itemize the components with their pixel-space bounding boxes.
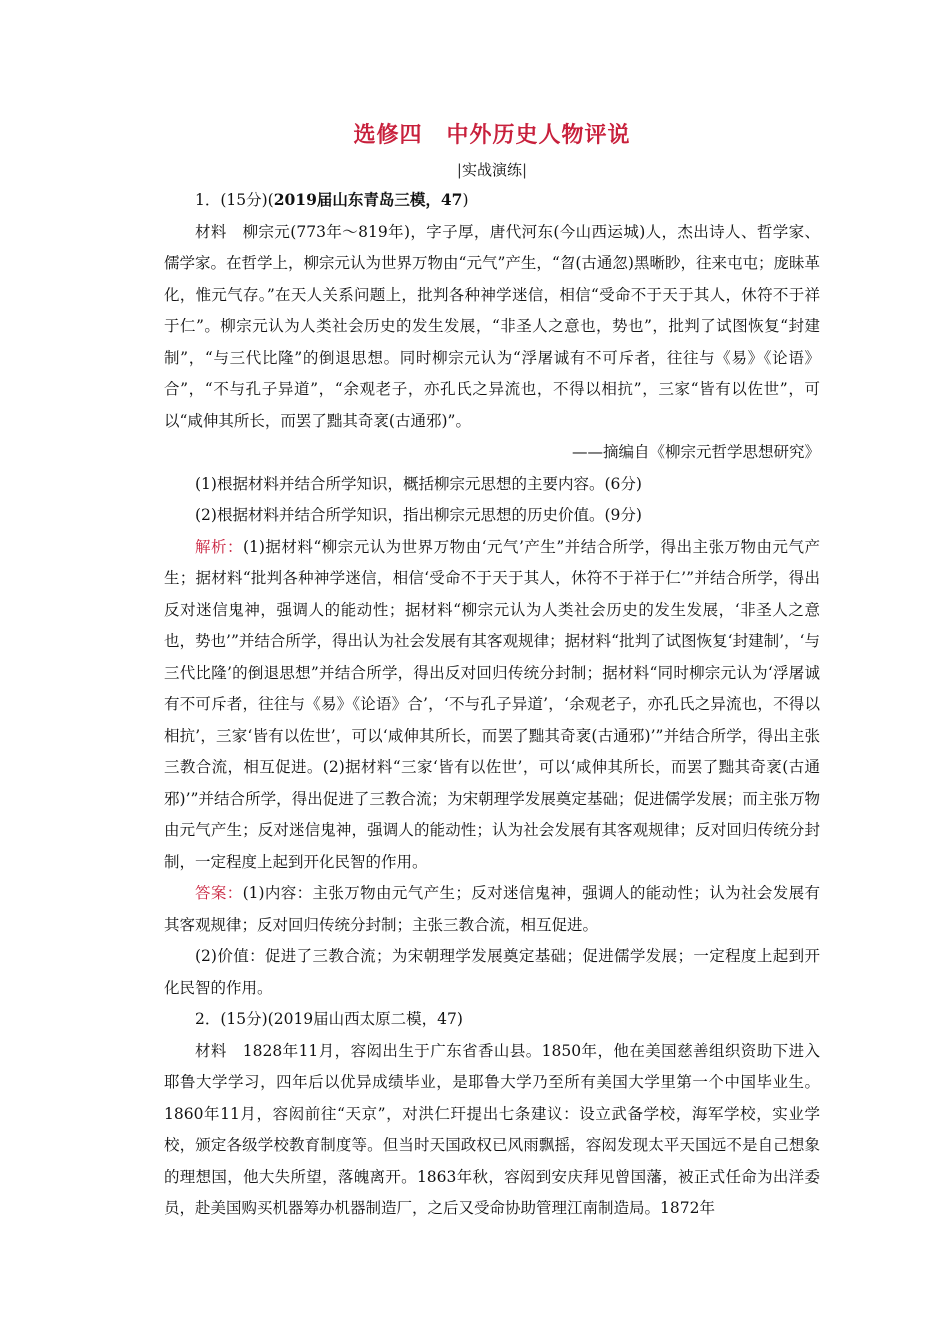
question-1-analysis: [164, 532, 820, 879]
page-title: [164, 118, 820, 152]
document-page: [164, 118, 820, 1225]
q1-head-num: 1．(15分)(: [195, 191, 274, 209]
question-2-header: 2．(15分)(2019届山西太原二模，47): [195, 1010, 463, 1028]
title-part-1: 选修四: [353, 122, 423, 148]
question-1-answer-2: (2)价值：促进了三教合流；为宋朝理学发展奠定基础；促进儒学发展；一定程度上起到开化民智的作用。: [164, 947, 820, 997]
question-2-material: 材料 1828年11月，容闳出生于广东省香山县。1850年，他在美国慈善组织资助下进入耶鲁大学学习，四年后以优异成绩毕业，是耶鲁大学乃至所有美国大学里第一个中国毕业生。1860年11月，容闳前往“天京”，对洪仁玕提出七条建议：设立武备学校，海军学校，实业学校，颁定各级学校教育制度等。但当时天国政权已风雨飘摇，容闳发现太平天国远不是自己想象的理想国，他大失所望，落魄离开。1863年秋，容闳到安庆拜见曾国藩，被正式任命为出洋委员，赴美国购买机器筹办机器制造厂，之后又受命协助管理江南制造局。1872年: [164, 1041, 820, 1217]
title-part-2: 中外历史人物评说: [446, 122, 631, 148]
question-1-sub-2: (2)根据材料并结合所学知识，指出柳宗元思想的历史价值。(9分): [195, 506, 642, 524]
section-label: |实战演练|: [456, 161, 528, 179]
answer-label: 答案：: [195, 884, 243, 902]
q1-head-end: ): [462, 191, 469, 209]
section-label-text: 实战演练: [461, 161, 522, 179]
analysis-text: (1)据材料“柳宗元认为世界万物由‘元气’产生”并结合所学，得出主张万物由元气产生；据材料“批判各种神学迷信，相信‘受命不于天于其人，休符不于祥于仁’”并结合所学，得出反对迷信鬼神，强调人的能动性；据材料“柳宗元认为人类社会历史的发生发展，‘非圣人之意也，势也’”并结合所学，得出认为社会发展有其客观规律；据材料“批判了试图恢复‘封建制’，‘与三代比隆’的倒退思想”并结合所学，得出反对回归传统分封制；据材料“同时柳宗元认为‘浮屠诚有不可斥者，往往与《易》《论语》合’，‘不与孔子异道’，‘余观老子，亦孔氏之异流也，不得以相抗’，三家‘皆有以佐世’，可以‘咸伸其所长，而罢了黜其奇衺(古通邪)’”并结合所学，得出主张三教合流，相互促进。(2)据材料“三家‘皆有以佐世’，可以‘咸伸其所长，而罢了黜其奇衺(古通邪)’”并结合所学，得出促进了三教合流；为宋朝理学发展奠定基础；促进儒学发展；而主张万物由元气产生；反对迷信鬼神，强调人的能动性；认为社会发展有其客观规律；反对回归传统分封制，一定程度上起到开化民智的作用。: [164, 537, 821, 871]
analysis-label: 解析：: [195, 537, 243, 556]
question-1-source: ——摘编自《柳宗元哲学思想研究》: [571, 443, 820, 461]
q1-head-source: 2019届山东青岛三模，47: [273, 190, 463, 209]
question-1-sub-1: (1)根据材料并结合所学知识，概括柳宗元思想的主要内容。(6分): [195, 474, 642, 493]
question-1-answer-1: [164, 878, 820, 941]
question-1-material: 材料 柳宗元(773年～819年)，字子厚，唐代河东(今山西运城)人，杰出诗人、哲学家、儒学家。在哲学上，柳宗元认为世界万物由“元气”产生，“曶(古通忽)黑晰眇，往来屯屯；庞昧革化，惟元气存。”在天人关系问题上，批判各种神学迷信，相信“受命不于天于其人，休符不于祥于仁”。柳宗元认为人类社会历史的发生发展，“非圣人之意也，势也”，批判了试图恢复“封建制”，“与三代比隆”的倒退思想。同时柳宗元认为“浮屠诚有不可斥者，往往与《易》《论语》合”，“不与孔子异道”，“余观老子，亦孔氏之异流也，不得以相抗”，三家“皆有以佐世”，可以“咸伸其所长，而罢了黜其奇衺(古通邪)”。: [164, 222, 820, 430]
question-1-header: [164, 184, 820, 217]
answer-1-text: (1)内容：主张万物由元气产生；反对迷信鬼神，强调人的能动性；认为社会发展有其客观规律；反对回归传统分封制；主张三教合流，相互促进。: [164, 884, 820, 934]
